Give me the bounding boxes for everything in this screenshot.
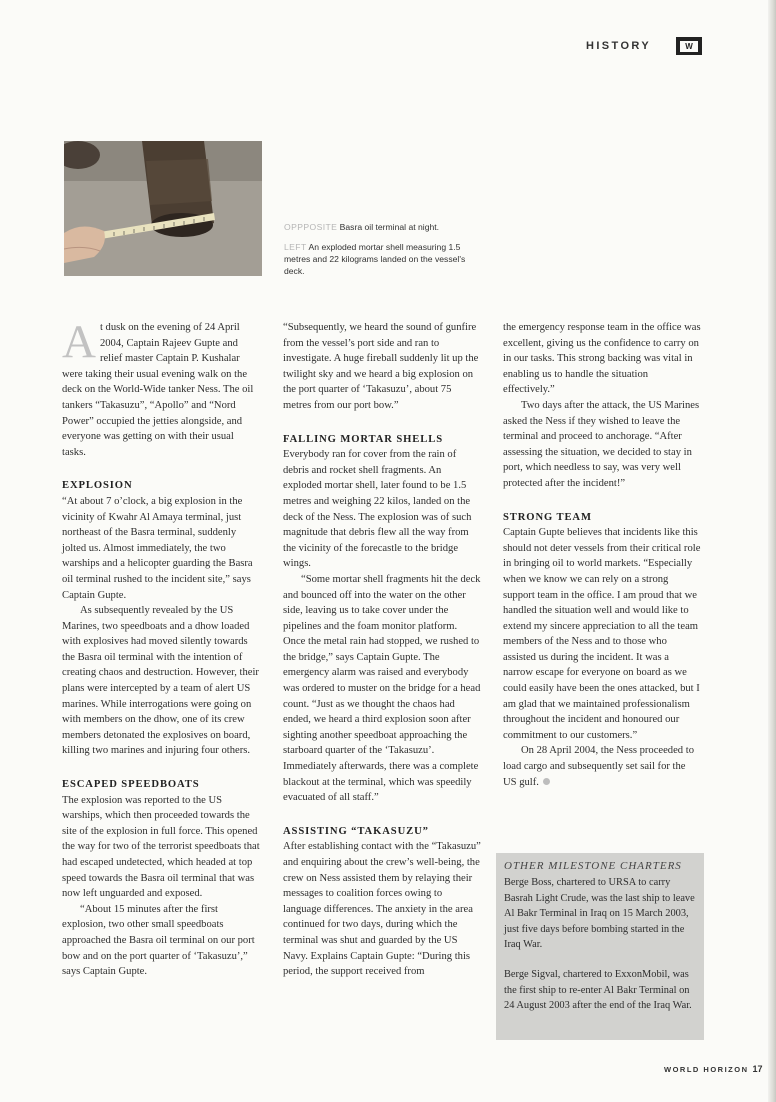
caption-opposite-text: Basra oil terminal at night. [339, 222, 440, 232]
intro-text: t dusk on the evening of 24 April 2004, Captain Rajeev Gupte and relief master Captain P. Kushalar were taking their usual evening walk on the deck on the World-Wide tanker Ness. The oil tankers “Takasuzu”, “Apollo” and “Nord Power” occupied the jetties alongside, and everyone was getting on with their usual tasks. [62, 322, 254, 458]
paragraph: Captain Gupte believes that incidents like this should not deter vessels from their critical role in bringing oil to world markets. “Especially when we know we can rely on a strong support team in the office. I am proud that we handled the situation well and would like to extend my sincere appreciation to all the team members of the Ness and to those who assisted us during the incident. It was a narrow escape for everyone on board as we could easily have been the ones attacked, but I am glad that we maintained professionalism throughout the incident and honoured our commitment to our customers.” [503, 527, 701, 741]
caption-left [284, 241, 474, 277]
caption-opposite-label: OPPPOSITE [284, 222, 338, 232]
end-mark-icon [543, 778, 550, 785]
sidebar-paragraph: Berge Sigval, chartered to ExxonMobil, was the first ship to re-enter Al Bakr Terminal on 24 August 2003 after the end of the Iraq War. [504, 968, 692, 1012]
page-edge-shadow [768, 0, 776, 1102]
paragraph: “At about 7 o’clock, a big explosion in the vicinity of Kwahr Al Amaya terminal, just northeast of the Basra terminal, suddenly jolted us. Almost immediately, the two warships and a helicopter guarding the Basra oil terminal rushed to the incident site,” says Captain Gupte. [62, 495, 253, 601]
article-column-3 [503, 320, 701, 790]
closing-text: On 28 April 2004, the Ness proceeded to load cargo and subsequently set sail for the US gulf. [503, 745, 694, 788]
heading-assisting-takasuzu: ASSISTING “TAKASUZU” [283, 825, 429, 837]
heading-escaped-speedboats: ESCAPED SPEEDBOATS [62, 779, 200, 791]
paragraph: As subsequently revealed by the US Marines, two speedboats and a dhow loaded with explosives had moved silently towards the Basra oil terminal with the intention of creating chaos and destruction. However, their plans were intercepted by a team of alert US marines. While interrogations were going on with members on the dhow, one of its crew members detonated the explosives on board, killing two marines and injuring four others. [62, 605, 259, 757]
footer-magazine-name: WORLD HORIZON [664, 1065, 749, 1074]
paragraph: the emergency response team in the office was excellent, giving us the confidence to carry on in our tasks. This strong backing was vital in enabling us to handle the situation effectively.” [503, 322, 701, 396]
heading-falling-mortar-shells: FALLING MORTAR SHELLS [283, 433, 443, 445]
mortar-shell-photo [64, 141, 262, 276]
paragraph: “Subsequently, we heard the sound of gunfire from the vessel’s port side and ran to investigate. A huge fireball suddenly lit up the twilight sky and we heard a big explosion on the port quarter of ‘Takasuzu’, about 75 metres from our port bow.” [283, 322, 479, 411]
milestone-charters-box [496, 853, 704, 1040]
paragraph: “Some mortar shell fragments hit the deck and bounced off into the water on the other side, leaving us to take cover under the pipelines and the foam monitor platform. Once the metal rain had stopped, we rushed to the bridge,” says Captain Gupte. The emergency alarm was raised and everybody was ordered to muster on the bridge for a head count. “Just as we thought the chaos had ended, we heard a third explosion soon after sighting another speedboat approaching the starboard quarter of the ‘Takasuzu’. Immediately afterwards, there was a complete blackout at the terminal, which was speedily evacuated of all staff.” [283, 573, 481, 804]
paragraph: “About 15 minutes after the first explosion, two other small speedboats approached the Basra oil terminal on our port bow and on the port quarter of ‘Takasuzu’,” says Captain Gupte. [62, 903, 255, 978]
sidebar-title: OTHER MILESTONE CHARTERS [504, 860, 682, 872]
logo-mark: W [680, 41, 698, 52]
page-footer [664, 1064, 763, 1074]
paragraph: Everybody ran for cover from the rain of debris and rocket shell fragments. An exploded mortar shell, later found to be 1.5 metres and weighing 22 kilos, landed on the deck of the Ness. The explosion was of such magnitude that debris flew all the way from the vicinity of the forecastle to the bridge wings. [283, 449, 472, 570]
section-header: HISTORY [586, 40, 652, 52]
caption-left-text: An exploded mortar shell measuring 1.5 metres and 22 kilograms landed on the vessel's deck. [284, 242, 466, 276]
closing-paragraph [503, 743, 701, 790]
paragraph: The explosion was reported to the US warships, which then proceeded towards the site of the explosion in full force. This opened the way for two of the terrorist speedboats that had escaped undetected, which headed at top speed towards the Basra oil terminal that was now left unguarded and exposed. [62, 794, 260, 900]
paragraph: Two days after the attack, the US Marines asked the Ness if they wished to leave the terminal and proceed to anchorage. “After assessing the situation, we decided to stay in port, which needless to say, was very well protected after the incident!” [503, 399, 700, 489]
sidebar-paragraph: Berge Boss, chartered to URSA to carry Basrah Light Crude, was the last ship to leave Al Bakr Terminal in Iraq on 15 March 2003, just five days before bombing started in the Iraq War. [504, 877, 695, 951]
magazine-logo [676, 37, 702, 55]
caption-left-label: LEFT [284, 242, 307, 252]
heading-explosion: EXPLOSION [62, 480, 133, 492]
photo-captions [284, 221, 474, 285]
article-column-1 [62, 316, 260, 980]
intro-paragraph [62, 316, 260, 460]
drop-cap: A [62, 316, 96, 368]
page-number: 17 [752, 1064, 763, 1074]
paragraph: After establishing contact with the “Takasuzu” and enquiring about the crew’s well-being, the crew on Ness assisted them by relaying their messages to coalition forces owing to language differences. The anxiety in the area continued for two days, during which the terminal was shut and guarded by the US Navy. Explains Captain Gupte: “During this period, the support received from [283, 841, 481, 978]
caption-opposite [284, 221, 474, 233]
heading-strong-team: STRONG TEAM [503, 511, 592, 523]
article-column-2 [283, 320, 481, 980]
mortar-shell-illustration [64, 141, 262, 276]
